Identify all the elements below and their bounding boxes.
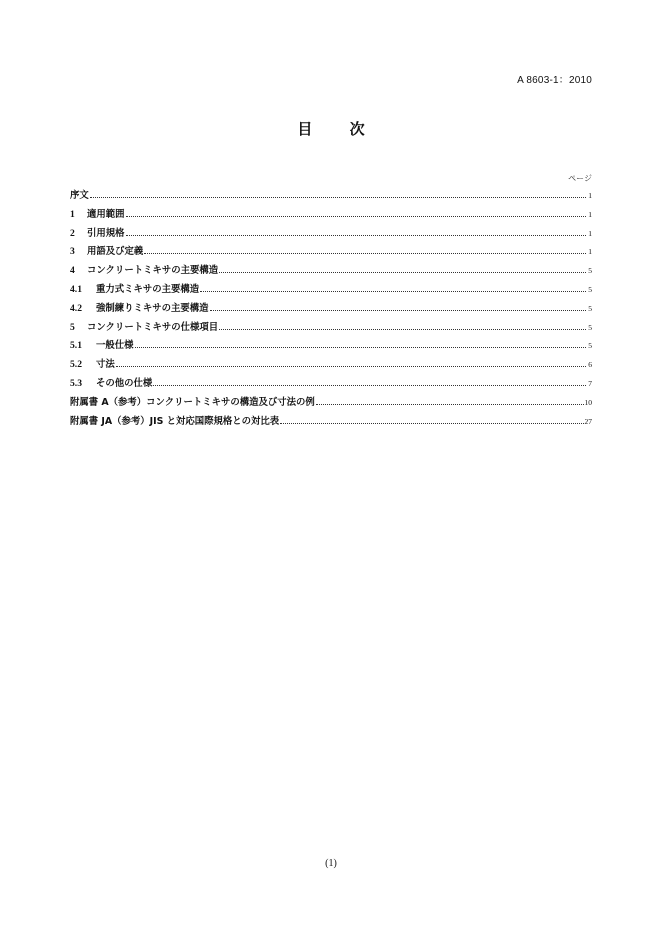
toc-entry-5-1 [70, 337, 592, 356]
toc-dot-leader [153, 376, 586, 386]
toc-entry-page: 27 [584, 416, 592, 426]
page-title: 目 次 [297, 120, 381, 138]
toc-dot-leader [116, 357, 586, 367]
toc-dot-leader [210, 301, 586, 311]
toc-dot-leader [135, 338, 586, 348]
table-of-contents [70, 187, 592, 431]
toc-entry-4-1 [70, 281, 592, 300]
toc-dot-leader [219, 263, 586, 273]
toc-entry-page: 1 [588, 247, 592, 257]
toc-entry-page: 6 [588, 360, 592, 370]
toc-dot-leader [126, 207, 586, 217]
toc-entry-page: 1 [588, 228, 592, 238]
toc-entry-title: 適用範囲 [87, 208, 125, 220]
toc-entry-page: 1 [588, 209, 592, 219]
toc-entry-4 [70, 262, 592, 281]
toc-entry-title: 用語及び定義 [87, 246, 144, 258]
toc-entry-number: 5.2 [70, 359, 82, 371]
toc-entry-page: 5 [588, 303, 592, 313]
toc-dot-leader [90, 188, 586, 198]
toc-entry-number: 5 [70, 321, 75, 333]
toc-entry-5 [70, 319, 592, 338]
toc-entry-5-2 [70, 356, 592, 375]
toc-entry-title: コンクリートミキサの主要構造 [87, 265, 219, 277]
toc-entry-page: 7 [588, 378, 592, 388]
toc-dot-leader [280, 414, 583, 424]
toc-dot-leader [219, 320, 586, 330]
toc-entry-title: 寸法 [96, 359, 115, 371]
toc-entry-preface [70, 187, 592, 206]
footer-page-number: (1) [325, 858, 337, 869]
toc-entry-number: 1 [70, 208, 75, 220]
document-number: A 8603-1：2010 [517, 75, 592, 86]
toc-entry-page: 5 [588, 341, 592, 351]
toc-entry-annex-a [70, 394, 592, 413]
toc-entry-title: 重力式ミキサの主要構造 [96, 283, 200, 295]
toc-entry-number: 4 [70, 265, 75, 277]
toc-entry-3 [70, 243, 592, 262]
toc-entry-title: 一般仕様 [96, 340, 134, 352]
toc-entry-title: 引用規格 [87, 227, 125, 239]
toc-entry-page: 5 [588, 284, 592, 294]
toc-entry-page: 10 [584, 397, 592, 407]
toc-dot-leader [316, 395, 584, 405]
toc-entry-number: 2 [70, 227, 75, 239]
toc-entry-5-3 [70, 375, 592, 394]
toc-entry-title: その他の仕様 [96, 377, 153, 389]
toc-entry-1 [70, 206, 592, 225]
toc-dot-leader [200, 282, 586, 292]
toc-entry-title: コンクリートミキサの仕様項目 [87, 321, 219, 333]
page-column-header: ページ [568, 174, 592, 183]
toc-entry-number: 4.1 [70, 283, 82, 295]
toc-entry-page: 5 [588, 322, 592, 332]
toc-entry-number: 5.3 [70, 377, 82, 389]
toc-entry-title: 強制練りミキサの主要構造 [96, 302, 209, 314]
toc-entry-annex-ja [70, 413, 592, 432]
toc-entry-title: 序文 [70, 190, 89, 201]
toc-entry-title: 附属書 JA（参考）JIS と対応国際規格との対比表 [70, 415, 280, 427]
toc-entry-number: 5.1 [70, 340, 82, 352]
toc-dot-leader [144, 244, 586, 254]
toc-entry-title: 附属書 A（参考）コンクリートミキサの構造及び寸法の例 [70, 396, 315, 408]
toc-entry-number: 3 [70, 246, 75, 258]
toc-entry-page: 5 [588, 266, 592, 276]
toc-entry-number: 4.2 [70, 302, 82, 314]
toc-entry-page: 1 [588, 191, 592, 200]
toc-entry-2 [70, 225, 592, 244]
toc-dot-leader [126, 226, 586, 236]
toc-entry-4-2 [70, 300, 592, 319]
